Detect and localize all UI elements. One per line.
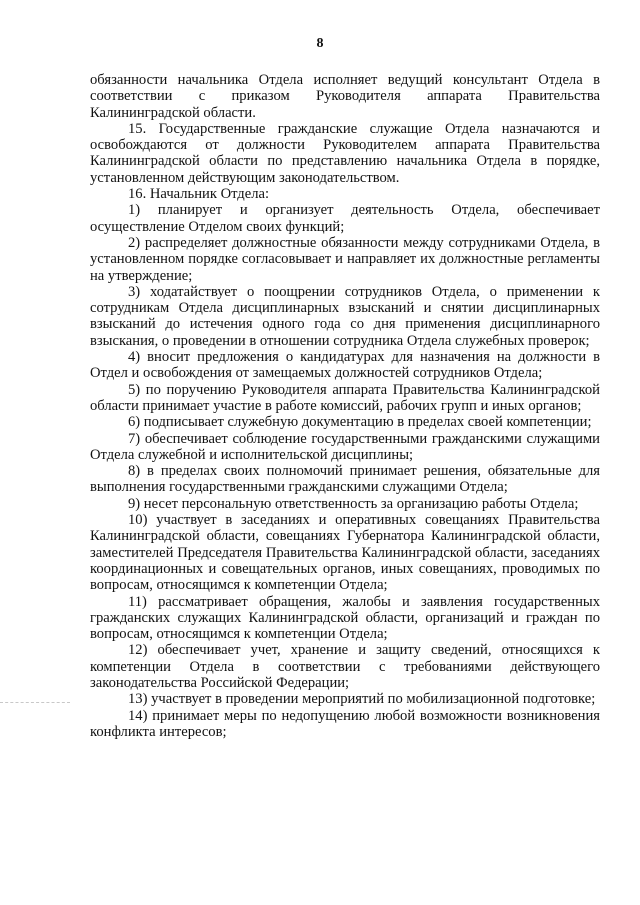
paragraph: 6) подписывает служебную документацию в пределах своей компетенции; xyxy=(128,414,592,431)
page-number: 8 xyxy=(316,36,324,51)
paragraph: 11) рассматривает обращения, жалобы и заявления государственных гражданских служащих Калининградской области, организаций и граждан по вопросам, относящимся к компетенции Отдела; xyxy=(90,593,600,643)
paragraph: 1) планирует и организует деятельность Отдела, обеспечивает осуществление Отделом своих функций; xyxy=(90,202,600,235)
paragraph: 5) по поручению Руководителя аппарата Правительства Калининградской области принимает участие в работе комиссий, рабочих групп и иных органов; xyxy=(90,381,600,414)
paragraph: 16. Начальник Отдела: xyxy=(128,186,270,203)
paragraph: 15. Государственные гражданские служащие Отдела назначаются и освобождаются от должности Руководителем аппарата Правительства Калининградской области по представлению начальника Отдела в порядке, установленном действующим законодательством. xyxy=(90,120,600,186)
paragraph: 10) участвует в заседаниях и оперативных совещаниях Правительства Калининградской области, совещаниях Губернатора Калининградской области, заместителей Председателя Правительства Калининградской области, заседаниях координационных и совещательных органов, иных совещаниях, проводимых по вопросам, относящимся к компетенции Отдела; xyxy=(90,512,600,594)
paragraph: 7) обеспечивает соблюдение государственными гражданскими служащими Отдела служебной и исполнительской дисциплины; xyxy=(90,430,600,463)
document-body xyxy=(90,72,600,740)
paragraph: 13) участвует в проведении мероприятий по мобилизационной подготовке; xyxy=(128,691,596,708)
paragraph: 2) распределяет должностные обязанности между сотрудниками Отдела, в установленном порядке согласовывает и направляет их должностные регламенты на утверждение; xyxy=(90,234,600,284)
paragraph: 8) в пределах своих полномочий принимает решения, обязательные для выполнения государственными гражданскими служащими Отдела; xyxy=(90,463,600,496)
paragraph: 14) принимает меры по недопущению любой возможности возникновения конфликта интересов; xyxy=(90,707,600,740)
paragraph: обязанности начальника Отдела исполняет ведущий консультант Отдела в соответствии с приказом Руководителя аппарата Правительства Калининградской области. xyxy=(90,72,600,121)
paragraph: 9) несет персональную ответственность за организацию работы Отдела; xyxy=(128,495,579,512)
paragraph: 4) вносит предложения о кандидатурах для назначения на должности в Отдел и освобождения от замещаемых должностей сотрудников Отдела; xyxy=(90,349,600,382)
scan-artifact-line xyxy=(0,702,70,704)
paragraph: 12) обеспечивает учет, хранение и защиту сведений, относящихся к компетенции Отдела в соответствии с требованиями действующего законодательства Российской Федерации; xyxy=(90,642,600,691)
paragraph: 3) ходатайствует о поощрении сотрудников Отдела, о применении к сотрудникам Отдела дисциплинарных взысканий и снятии дисциплинарных взысканий до истечения одного года со дня применения дисциплинарного взыскания, о проведении в отношении сотрудника Отдела служебных проверок; xyxy=(90,283,600,349)
